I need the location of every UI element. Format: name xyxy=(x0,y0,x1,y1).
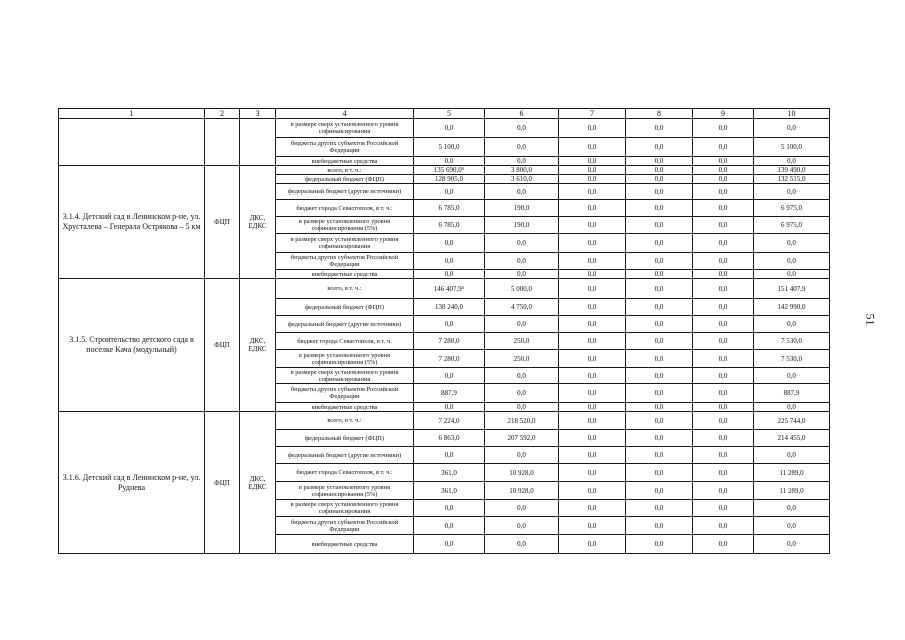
funding-source-cell: всего, в т. ч.: xyxy=(276,166,414,175)
funding-source-cell: внебюджетные средства xyxy=(276,157,414,166)
value-cell: 0,0 xyxy=(693,333,754,350)
value-cell: 7 224,0 xyxy=(414,412,485,430)
funding-source-cell: федеральный бюджет (другие источники) xyxy=(276,316,414,333)
value-cell: 0,0 xyxy=(559,138,626,157)
value-cell: 0,0 xyxy=(485,368,559,384)
value-cell: 0,0 xyxy=(626,500,693,517)
funding-source-cell: в размере сверх установленного уровня софинансирования xyxy=(276,234,414,253)
value-cell: 0,0 xyxy=(485,234,559,253)
value-cell: 190,0 xyxy=(485,217,559,234)
program-cell: ФЦП xyxy=(205,412,240,554)
value-cell: 0,0 xyxy=(626,412,693,430)
funding-source-cell: бюджет города Севастополя, в т. ч. xyxy=(276,333,414,350)
value-cell: 0,0 xyxy=(626,253,693,270)
value-cell: 0,0 xyxy=(693,316,754,333)
value-cell: 4 750,0 xyxy=(485,299,559,316)
value-cell: 0,0 xyxy=(693,430,754,447)
executor-cell: ДКС, ЕДКС xyxy=(240,412,276,554)
header-cell: 4 xyxy=(276,109,414,119)
value-cell: 214 455,0 xyxy=(754,430,830,447)
value-cell: 0,0 xyxy=(626,482,693,500)
value-cell: 0,0 xyxy=(754,368,830,384)
value-cell: 0,0 xyxy=(559,500,626,517)
funding-source-cell: федеральный бюджет (другие источники) xyxy=(276,447,414,464)
value-cell: 0,0 xyxy=(626,350,693,368)
value-cell: 5 000,0 xyxy=(485,279,559,299)
value-cell: 7 530,0 xyxy=(754,350,830,368)
header-cell: 2 xyxy=(205,109,240,119)
funding-source-cell: в размере сверх установленного уровня софинансирования xyxy=(276,368,414,384)
value-cell: 225 744,0 xyxy=(754,412,830,430)
value-cell: 0,0 xyxy=(626,535,693,554)
value-cell: 0,0 xyxy=(693,270,754,279)
value-cell: 0,0 xyxy=(626,279,693,299)
funding-source-cell: бюджеты других субъектов Российской Федерации xyxy=(276,253,414,270)
value-cell: 0,0 xyxy=(693,234,754,253)
value-cell: 0,0 xyxy=(693,368,754,384)
value-cell: 0,0 xyxy=(414,403,485,412)
value-cell: 0,0 xyxy=(485,316,559,333)
value-cell: 0,0 xyxy=(754,157,830,166)
value-cell: 151 407,9 xyxy=(754,279,830,299)
value-cell: 0,0 xyxy=(485,403,559,412)
value-cell: 0,0 xyxy=(559,350,626,368)
header-cell: 6 xyxy=(485,109,559,119)
value-cell: 0,0 xyxy=(559,234,626,253)
funding-source-cell: бюджеты других субъектов Российской Федерации xyxy=(276,517,414,535)
value-cell: 0,0 xyxy=(626,316,693,333)
value-cell: 6 785,0 xyxy=(414,200,485,217)
value-cell: 0,0 xyxy=(693,535,754,554)
value-cell: 0,0 xyxy=(693,482,754,500)
value-cell: 0,0 xyxy=(485,384,559,403)
value-cell: 10 928,0 xyxy=(485,482,559,500)
value-cell: 207 592,0 xyxy=(485,430,559,447)
value-cell: 0,0 xyxy=(693,217,754,234)
value-cell: 0,0 xyxy=(485,447,559,464)
value-cell: 0,0 xyxy=(485,184,559,200)
value-cell: 0,0 xyxy=(693,138,754,157)
value-cell: 7 530,0 xyxy=(754,333,830,350)
funding-source-cell: внебюджетные средства xyxy=(276,270,414,279)
object-name-cell xyxy=(59,119,205,166)
value-cell: 0,0 xyxy=(754,517,830,535)
value-cell: 0,0 xyxy=(693,500,754,517)
value-cell: 0,0 xyxy=(414,500,485,517)
budget-table xyxy=(58,108,830,554)
value-cell: 0,0 xyxy=(559,279,626,299)
value-cell: 0,0 xyxy=(559,217,626,234)
value-cell: 11 289,0 xyxy=(754,464,830,482)
value-cell: 0,0 xyxy=(414,368,485,384)
program-cell: ФЦП xyxy=(205,279,240,412)
funding-source-cell: внебюджетные средства xyxy=(276,535,414,554)
value-cell: 0,0 xyxy=(414,184,485,200)
value-cell: 250,0 xyxy=(485,350,559,368)
value-cell: 0,0 xyxy=(559,517,626,535)
value-cell: 0,0 xyxy=(626,184,693,200)
value-cell: 0,0 xyxy=(693,403,754,412)
program-cell: ФЦП xyxy=(205,166,240,279)
value-cell: 887,9 xyxy=(754,384,830,403)
value-cell: 0,0 xyxy=(693,279,754,299)
value-cell: 0,0 xyxy=(754,316,830,333)
value-cell: 0,0 xyxy=(754,270,830,279)
value-cell: 0,0 xyxy=(754,253,830,270)
value-cell: 0,0 xyxy=(626,403,693,412)
value-cell: 7 280,0 xyxy=(414,350,485,368)
funding-source-cell: в размере сверх установленного уровня софинансирования xyxy=(276,119,414,138)
funding-source-cell: федеральный бюджет (ФЦП) xyxy=(276,430,414,447)
value-cell: 0,0 xyxy=(754,184,830,200)
value-cell: 0,0 xyxy=(626,430,693,447)
funding-source-cell: внебюджетные средства xyxy=(276,403,414,412)
value-cell: 0,0 xyxy=(626,138,693,157)
executor-cell: ДКС, ЕДКС xyxy=(240,166,276,279)
value-cell: 0,0 xyxy=(559,535,626,554)
header-cell: 5 xyxy=(414,109,485,119)
value-cell: 0,0 xyxy=(626,368,693,384)
object-name-cell: 3.1.6. Детский сад в Ленинском р-не, ул. Руднева xyxy=(59,412,205,554)
header-cell: 8 xyxy=(626,109,693,119)
object-name-cell: 3.1.4. Детский сад в Ленинском р-не, ул. Хрусталева – Генерала Острякова – 5 км xyxy=(59,166,205,279)
value-cell: 6 975,0 xyxy=(754,200,830,217)
value-cell: 0,0 xyxy=(626,517,693,535)
executor-cell: ДКС, ЕДКС xyxy=(240,279,276,412)
value-cell: 0,0 xyxy=(693,517,754,535)
value-cell: 146 407,9⁶ xyxy=(414,279,485,299)
value-cell: 6 785,0 xyxy=(414,217,485,234)
value-cell: 0,0 xyxy=(693,412,754,430)
funding-source-cell: федеральный бюджет (ФЦП) xyxy=(276,299,414,316)
value-cell: 0,0 xyxy=(693,175,754,184)
value-cell: 0,0 xyxy=(693,447,754,464)
object-name-cell: 3.1.5. Строительство детского сада в поселке Кача (модульный) xyxy=(59,279,205,412)
value-cell: 0,0 xyxy=(626,299,693,316)
funding-source-cell: всего, в т. ч.: xyxy=(276,412,414,430)
value-cell: 0,0 xyxy=(559,157,626,166)
funding-source-cell: бюджеты других субъектов Российской Федерации xyxy=(276,138,414,157)
value-cell: 0,0 xyxy=(754,535,830,554)
funding-source-cell: в размере установленного уровня софинансирования (5%) xyxy=(276,482,414,500)
value-cell: 0,0 xyxy=(626,384,693,403)
value-cell: 0,0 xyxy=(626,119,693,138)
table-row xyxy=(59,119,830,138)
value-cell: 0,0 xyxy=(414,535,485,554)
value-cell: 0,0 xyxy=(559,384,626,403)
value-cell: 0,0 xyxy=(414,270,485,279)
funding-source-cell: в размере сверх установленного уровня софинансирования xyxy=(276,500,414,517)
value-cell: 5 100,0 xyxy=(414,138,485,157)
value-cell: 0,0 xyxy=(693,384,754,403)
value-cell: 132 515,0 xyxy=(754,175,830,184)
value-cell: 361,0 xyxy=(414,464,485,482)
header-cell: 10 xyxy=(754,109,830,119)
value-cell: 3 800,0 xyxy=(485,166,559,175)
value-cell: 139 490,0 xyxy=(754,166,830,175)
value-cell: 190,0 xyxy=(485,200,559,217)
value-cell: 0,0 xyxy=(626,234,693,253)
value-cell: 0,0 xyxy=(559,253,626,270)
value-cell: 0,0 xyxy=(485,138,559,157)
value-cell: 0,0 xyxy=(754,119,830,138)
header-cell: 1 xyxy=(59,109,205,119)
program-cell xyxy=(205,119,240,166)
value-cell: 218 520,0 xyxy=(485,412,559,430)
header-cell: 3 xyxy=(240,109,276,119)
value-cell: 142 990,0 xyxy=(754,299,830,316)
value-cell: 0,0 xyxy=(626,157,693,166)
table-row xyxy=(59,166,830,175)
value-cell: 10 928,0 xyxy=(485,464,559,482)
value-cell: 0,0 xyxy=(559,333,626,350)
value-cell: 887,9 xyxy=(414,384,485,403)
header-row xyxy=(59,109,830,119)
value-cell: 0,0 xyxy=(559,447,626,464)
value-cell: 0,0 xyxy=(414,253,485,270)
value-cell: 0,0 xyxy=(626,217,693,234)
value-cell: 0,0 xyxy=(626,200,693,217)
value-cell: 361,0 xyxy=(414,482,485,500)
value-cell: 0,0 xyxy=(559,299,626,316)
executor-cell xyxy=(240,119,276,166)
value-cell: 0,0 xyxy=(754,234,830,253)
value-cell: 0,0 xyxy=(414,517,485,535)
value-cell: 3 610,0 xyxy=(485,175,559,184)
value-cell: 0,0 xyxy=(559,270,626,279)
funding-source-cell: в размере установленного уровня софинансирования (5%) xyxy=(276,350,414,368)
value-cell: 0,0 xyxy=(754,403,830,412)
value-cell: 0,0 xyxy=(559,412,626,430)
value-cell: 7 280,0 xyxy=(414,333,485,350)
value-cell: 5 100,0 xyxy=(754,138,830,157)
value-cell: 0,0 xyxy=(693,200,754,217)
value-cell: 0,0 xyxy=(693,184,754,200)
value-cell: 128 905,0 xyxy=(414,175,485,184)
value-cell: 0,0 xyxy=(626,175,693,184)
value-cell: 135 690,0⁵ xyxy=(414,166,485,175)
value-cell: 6 863,0 xyxy=(414,430,485,447)
value-cell: 0,0 xyxy=(693,119,754,138)
funding-source-cell: бюджет города Севастополя, в т. ч.: xyxy=(276,200,414,217)
header-cell: 9 xyxy=(693,109,754,119)
funding-source-cell: всего, в т. ч.: xyxy=(276,279,414,299)
funding-source-cell: бюджет города Севастополя, в т. ч.: xyxy=(276,464,414,482)
table-row xyxy=(59,412,830,430)
value-cell: 0,0 xyxy=(693,166,754,175)
value-cell: 0,0 xyxy=(559,175,626,184)
value-cell: 0,0 xyxy=(693,350,754,368)
funding-source-cell: бюджеты других субъектов Российской Федерации xyxy=(276,384,414,403)
value-cell: 0,0 xyxy=(693,253,754,270)
value-cell: 0,0 xyxy=(626,166,693,175)
value-cell: 0,0 xyxy=(559,184,626,200)
value-cell: 0,0 xyxy=(626,333,693,350)
value-cell: 0,0 xyxy=(485,517,559,535)
table-row xyxy=(59,279,830,299)
value-cell: 0,0 xyxy=(485,500,559,517)
value-cell: 0,0 xyxy=(559,200,626,217)
page-number: 51 xyxy=(863,313,878,326)
funding-source-cell: федеральный бюджет (другие источники) xyxy=(276,184,414,200)
value-cell: 0,0 xyxy=(754,447,830,464)
value-cell: 0,0 xyxy=(559,368,626,384)
value-cell: 0,0 xyxy=(485,119,559,138)
value-cell: 0,0 xyxy=(754,500,830,517)
value-cell: 0,0 xyxy=(559,464,626,482)
value-cell: 0,0 xyxy=(485,157,559,166)
value-cell: 0,0 xyxy=(414,234,485,253)
value-cell: 0,0 xyxy=(559,119,626,138)
value-cell: 0,0 xyxy=(414,447,485,464)
value-cell: 0,0 xyxy=(559,403,626,412)
value-cell: 0,0 xyxy=(414,157,485,166)
value-cell: 11 289,0 xyxy=(754,482,830,500)
value-cell: 0,0 xyxy=(559,482,626,500)
value-cell: 0,0 xyxy=(693,299,754,316)
value-cell: 0,0 xyxy=(485,535,559,554)
value-cell: 6 975,0 xyxy=(754,217,830,234)
funding-source-cell: в размере установленного уровня софинансирования (5%) xyxy=(276,217,414,234)
value-cell: 0,0 xyxy=(485,253,559,270)
value-cell: 250,0 xyxy=(485,333,559,350)
value-cell: 0,0 xyxy=(559,430,626,447)
header-cell: 7 xyxy=(559,109,626,119)
value-cell: 0,0 xyxy=(626,464,693,482)
value-cell: 0,0 xyxy=(559,316,626,333)
value-cell: 0,0 xyxy=(559,166,626,175)
value-cell: 0,0 xyxy=(693,157,754,166)
funding-source-cell: федеральный бюджет (ФЦП) xyxy=(276,175,414,184)
value-cell: 0,0 xyxy=(414,119,485,138)
value-cell: 0,0 xyxy=(626,270,693,279)
value-cell: 0,0 xyxy=(485,270,559,279)
value-cell: 0,0 xyxy=(626,447,693,464)
value-cell: 0,0 xyxy=(414,316,485,333)
value-cell: 0,0 xyxy=(693,464,754,482)
value-cell: 138 240,0 xyxy=(414,299,485,316)
table-body xyxy=(59,109,830,554)
